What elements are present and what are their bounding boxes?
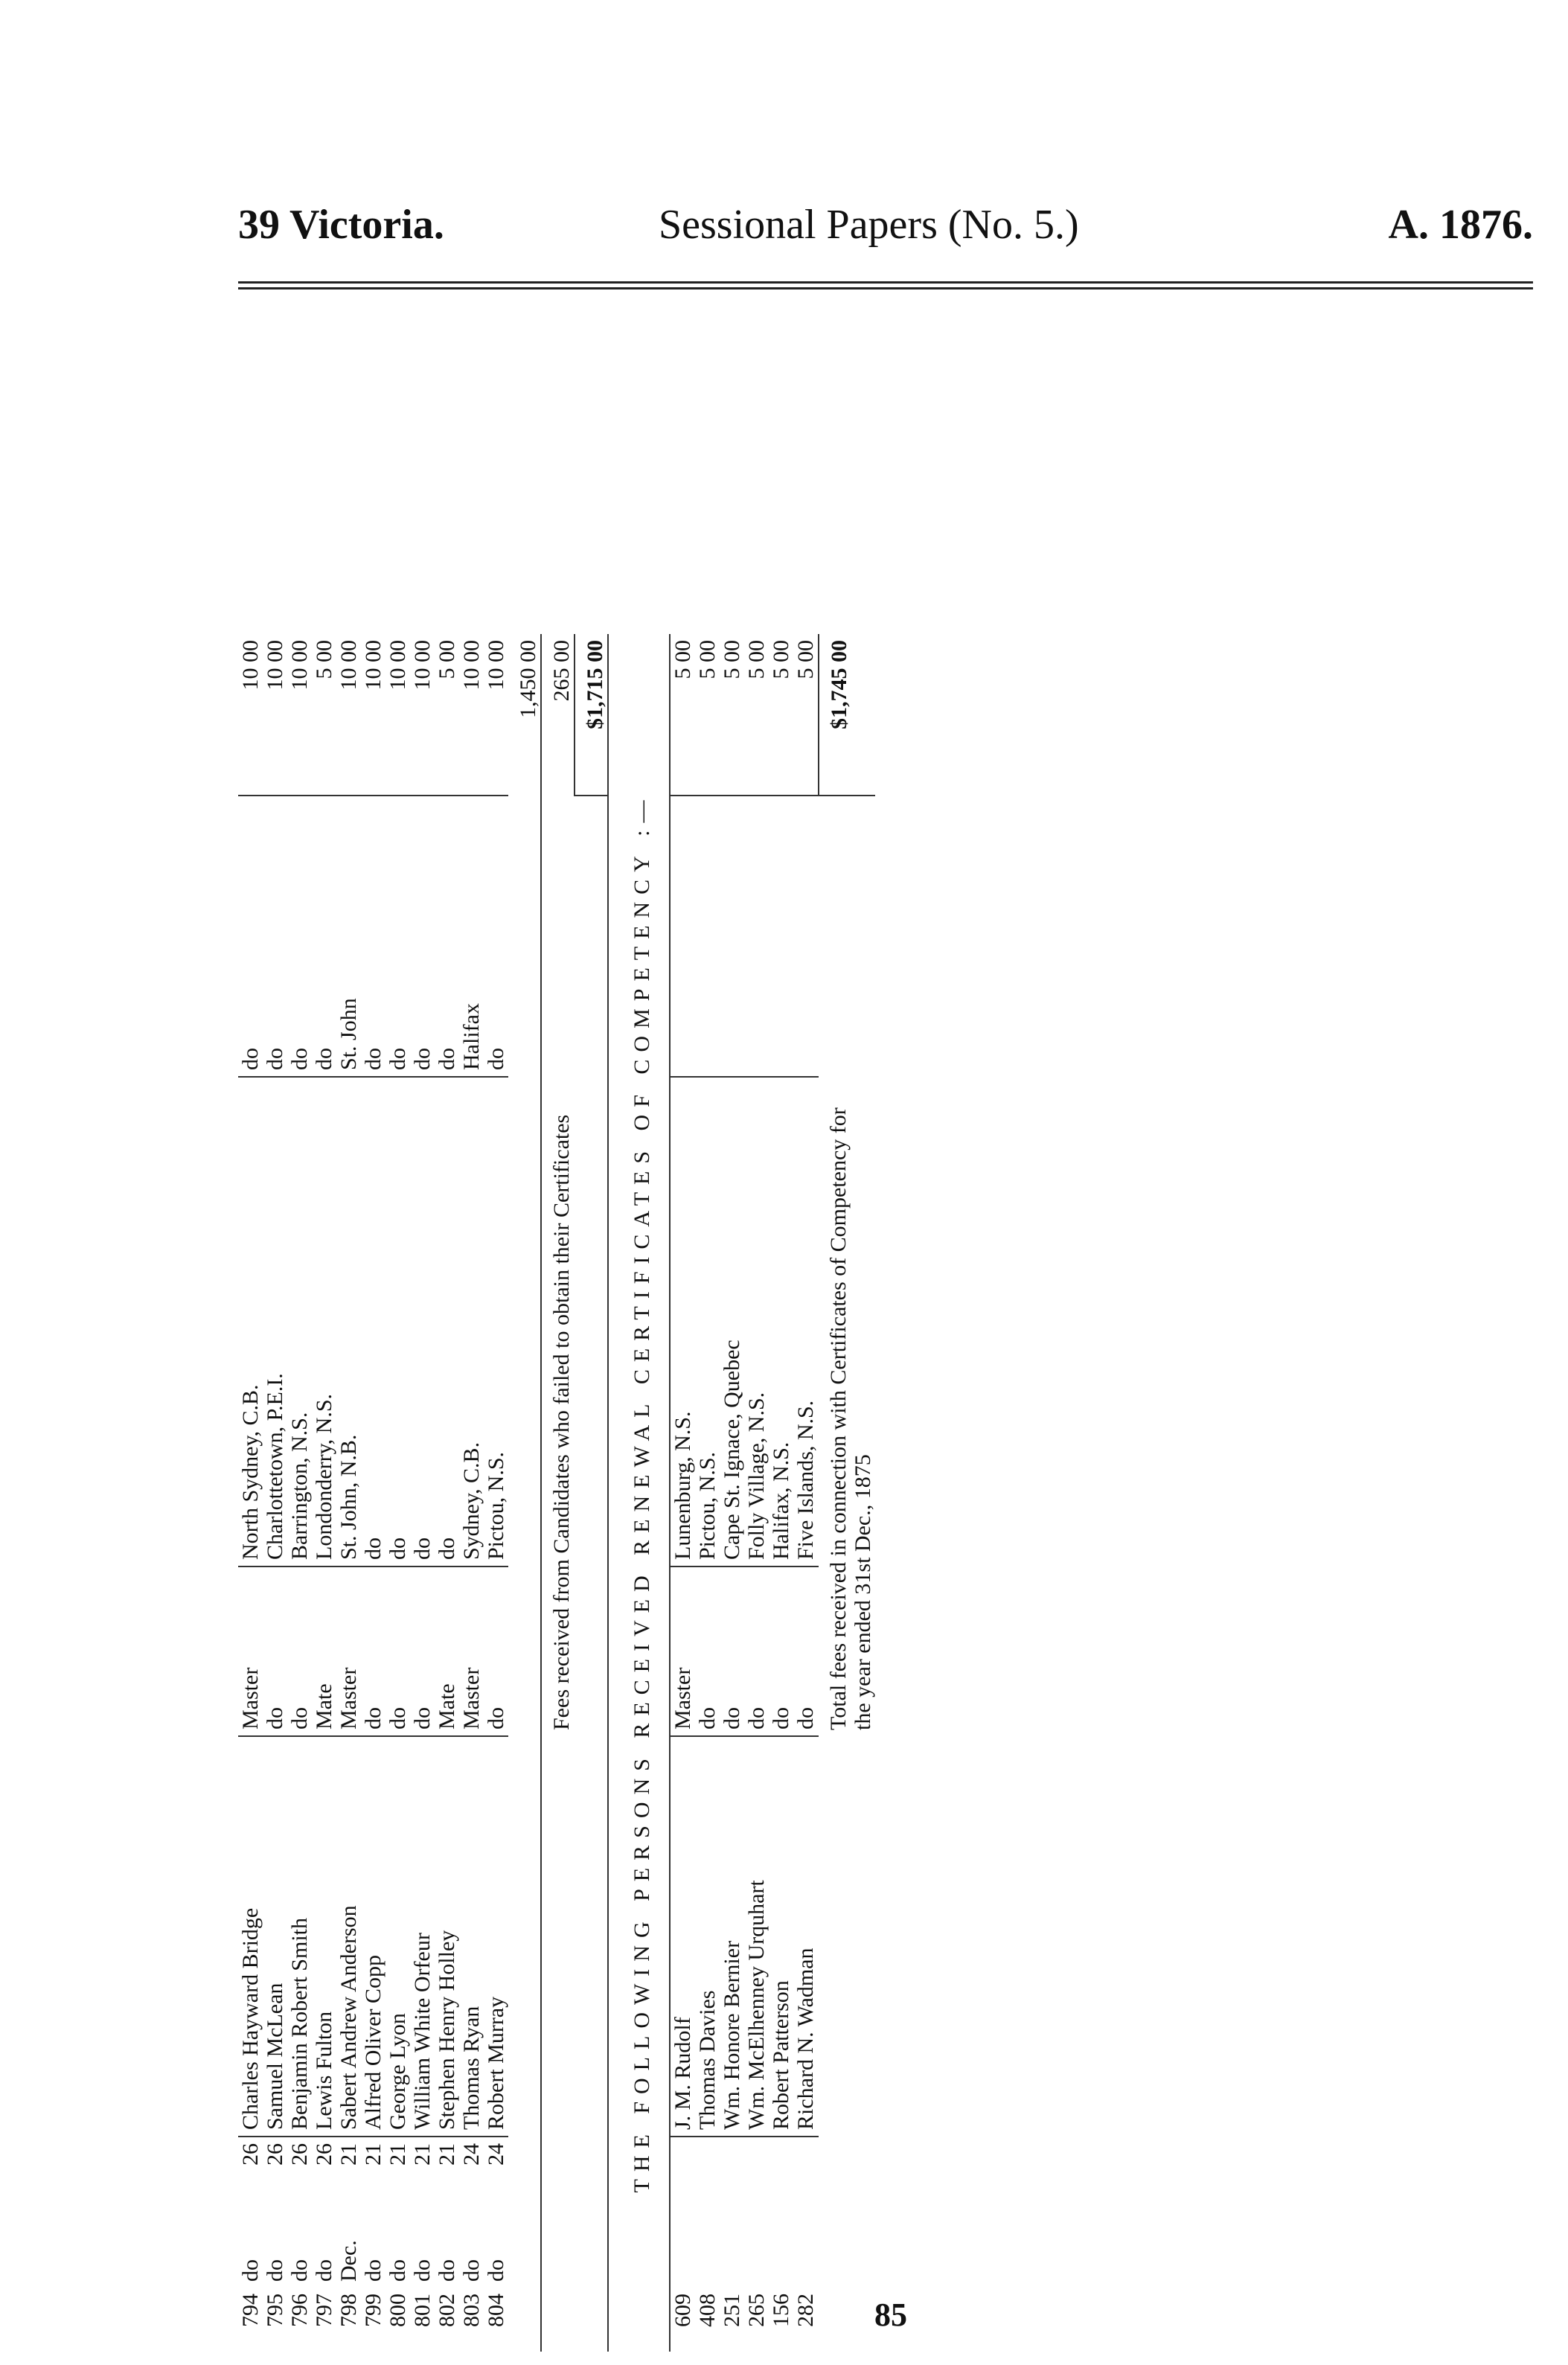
renewal-number: 408 [695, 2294, 720, 2327]
renewal-place: Lunenburg, N.S. [670, 1077, 695, 1566]
renewal-name: Richard N. Wadman [793, 1736, 819, 2137]
cert-fee: 10 00 [484, 640, 508, 691]
renewal-place: Five Islands, N.S. [793, 1077, 819, 1566]
renewal-month [793, 2194, 819, 2288]
renewal-place: Folly Village, N.S. [744, 1077, 769, 1566]
renewal-month [744, 2194, 769, 2288]
cert-month: do [287, 2259, 312, 2282]
cert-day: 21 [336, 2137, 361, 2194]
cert-grade: Mate [435, 1566, 459, 1736]
cert-grade: do [484, 1566, 508, 1736]
renewal-day [695, 2137, 720, 2194]
cert-number: 800 [385, 2294, 410, 2327]
cert-port: Halifax [459, 796, 484, 1077]
failed-row [541, 634, 575, 2352]
cert-grade: do [361, 1566, 385, 1736]
renewal-port [720, 796, 744, 1077]
cert-number: 796 [287, 2294, 312, 2327]
renewal-port [793, 796, 819, 1077]
final-body [819, 634, 875, 2352]
renewal-port [670, 796, 695, 1077]
renewal-grade: do [720, 1566, 744, 1736]
renewal-name: J. M. Rudolf [670, 1736, 695, 2137]
page-header [238, 201, 1533, 260]
cert-month: do [410, 2259, 435, 2282]
cert-day: 21 [435, 2137, 459, 2194]
cert-fee: 5 00 [435, 640, 459, 679]
cert-grade: Master [336, 1566, 361, 1736]
renewal-place: Halifax, N.S. [769, 1077, 793, 1566]
cert-place: Pictou, N.S. [484, 1077, 508, 1566]
cert-port: do [361, 796, 385, 1077]
cert-day: 24 [459, 2137, 484, 2194]
renewal-day [670, 2137, 695, 2194]
cert-number: 801 [410, 2294, 435, 2327]
renewal-row [769, 634, 793, 2352]
cert-name: Thomas Ryan [459, 1736, 484, 2137]
cert-place: do [385, 1077, 410, 1566]
cert-place: do [361, 1077, 385, 1566]
rotated-table-block [238, 283, 1131, 2352]
cert-grade: do [287, 1566, 312, 1736]
cert-number: 795 [263, 2294, 287, 2327]
cert-day: 26 [287, 2137, 312, 2194]
table-row [484, 634, 508, 2352]
cert-port: do [287, 796, 312, 1077]
renewal-grade: do [744, 1566, 769, 1736]
table-row [435, 634, 459, 2352]
renewal-day [720, 2137, 744, 2194]
renewal-port [744, 796, 769, 1077]
renewal-row [720, 634, 744, 2352]
cert-grade: do [263, 1566, 287, 1736]
total-text: Total fees received in connection with Certificates of Competency for the year ended 31st Dec., 1875 [826, 1107, 875, 1730]
renewal-place: Pictou, N.S. [695, 1077, 720, 1566]
renewal-number: 282 [793, 2294, 818, 2327]
renewals-body [670, 634, 819, 2352]
cert-place: Charlottetown, P.E.I. [263, 1077, 287, 1566]
cert-port: do [410, 796, 435, 1077]
cert-day: 24 [484, 2137, 508, 2194]
cert-number: 797 [312, 2294, 336, 2327]
cert-fee: 10 00 [336, 640, 361, 691]
cert-grade: do [410, 1566, 435, 1736]
renewal-name: Wm. McElhenney Urquhart [744, 1736, 769, 2137]
cert-month: do [435, 2259, 459, 2282]
cert-place: North Sydney, C.B. [238, 1077, 263, 1566]
cert-grade: Master [238, 1566, 263, 1736]
renewal-fee: 5 00 [744, 640, 769, 679]
cert-number: 799 [361, 2294, 385, 2327]
cert-grade: Master [459, 1566, 484, 1736]
cert-port: do [263, 796, 287, 1077]
cert-place: Sydney, C.B. [459, 1077, 484, 1566]
renewal-fee: 5 00 [695, 640, 720, 679]
renewal-month [670, 2194, 695, 2288]
cert-place: Barrington, N.S. [287, 1077, 312, 1566]
renewal-month [695, 2194, 720, 2288]
renewal-name: Wm. Honore Bernier [720, 1736, 744, 2137]
cert-port: do [435, 796, 459, 1077]
table-row [312, 634, 336, 2352]
cert-fee: 10 00 [459, 640, 484, 691]
renewal-fee: 5 00 [769, 640, 793, 679]
subtotal-fee: 1,450 00 [508, 634, 541, 796]
cert-port: do [312, 796, 336, 1077]
cert-day: 26 [238, 2137, 263, 2194]
cert-name: Sabert Andrew Anderson [336, 1736, 361, 2137]
cert-number: 803 [459, 2294, 484, 2327]
cert-fee: 10 00 [263, 640, 287, 691]
cert-number: 798 [336, 2294, 361, 2327]
renewal-grade: do [695, 1566, 720, 1736]
renewal-number: 156 [769, 2294, 793, 2327]
cert-fee: 10 00 [238, 640, 263, 691]
page-number: 85 [874, 2297, 907, 2333]
subtotal-row [508, 634, 541, 2352]
cert-fee: 5 00 [312, 640, 336, 679]
renewal-month [769, 2194, 793, 2288]
renewal-port [769, 796, 793, 1077]
cert-day: 21 [385, 2137, 410, 2194]
renewal-day [793, 2137, 819, 2194]
cert-month: do [385, 2259, 410, 2282]
cert-number: 794 [238, 2294, 263, 2327]
cert-month: Dec. [336, 2240, 361, 2282]
renewal-name: Robert Patterson [769, 1736, 793, 2137]
renewal-number: 265 [744, 2294, 769, 2327]
cert-day: 21 [361, 2137, 385, 2194]
header-session: 39 Victoria. [238, 202, 444, 248]
renewal-fee: 5 00 [671, 640, 695, 679]
renewal-fee: 5 00 [793, 640, 818, 679]
cert-fee: 10 00 [287, 640, 312, 691]
cert-number: 802 [435, 2294, 459, 2327]
renewal-grade: do [769, 1566, 793, 1736]
cert-month: do [484, 2259, 508, 2282]
cert-fee: 10 00 [385, 640, 410, 691]
table-row [287, 634, 312, 2352]
cert-port: do [484, 796, 508, 1077]
table-row [263, 634, 287, 2352]
renewal-day [744, 2137, 769, 2194]
renewal-row [695, 634, 720, 2352]
cert-port: do [385, 796, 410, 1077]
cert-name: Stephen Henry Holley [435, 1736, 459, 2137]
section-title-row [608, 634, 670, 2352]
cert-month: do [361, 2259, 385, 2282]
table-row [459, 634, 484, 2352]
total1-fee: $1,715 00 [575, 634, 608, 796]
cert-name: Lewis Fulton [312, 1736, 336, 2137]
table-row [410, 634, 435, 2352]
renewal-number: 251 [720, 2294, 744, 2327]
renewal-row [670, 634, 695, 2352]
cert-grade: do [385, 1566, 410, 1736]
renewal-place: Cape St. Ignace, Quebec [720, 1077, 744, 1566]
total2-fee: $1,745 00 [819, 634, 875, 796]
total1-row [575, 634, 608, 2352]
cert-month: do [459, 2259, 484, 2282]
cert-day: 26 [263, 2137, 287, 2194]
table-row [336, 634, 361, 2352]
certificates-body [238, 634, 508, 2352]
cert-place: St. John, N.B. [336, 1077, 361, 1566]
renewal-row [744, 634, 769, 2352]
renewal-port [695, 796, 720, 1077]
cert-fee: 10 00 [361, 640, 385, 691]
cert-place: do [410, 1077, 435, 1566]
renewal-grade: Master [670, 1566, 695, 1736]
cert-day: 26 [312, 2137, 336, 2194]
cert-port: do [238, 796, 263, 1077]
cert-grade: Mate [312, 1566, 336, 1736]
renewal-day [769, 2137, 793, 2194]
renewal-row [793, 634, 819, 2352]
renewal-number: 609 [671, 2294, 695, 2327]
cert-day: 21 [410, 2137, 435, 2194]
header-year: A. 1876. [1388, 202, 1533, 248]
renewal-name: Thomas Davies [695, 1736, 720, 2137]
failed-text: Fees received from Candidates who failed to obtain their Certificates [549, 1114, 574, 1730]
cert-place: Londonderry, N.S. [312, 1077, 336, 1566]
table-row [238, 634, 263, 2352]
header-title: Sessional Papers (No. 5.) [659, 202, 1079, 248]
cert-month: do [263, 2259, 287, 2282]
cert-month: do [238, 2259, 263, 2282]
cert-fee: 10 00 [410, 640, 435, 691]
renewal-grade: do [793, 1566, 819, 1736]
cert-name: Robert Murray [484, 1736, 508, 2137]
certificates-table [238, 634, 875, 2352]
cert-name: William White Orfeur [410, 1736, 435, 2137]
cert-port: St. John [336, 796, 361, 1077]
failed-fee: 265 00 [549, 640, 574, 702]
cert-name: George Lyon [385, 1736, 410, 2137]
cert-name: Charles Hayward Bridge [238, 1736, 263, 2137]
cert-name: Samuel McLean [263, 1736, 287, 2137]
cert-name: Benjamin Robert Smith [287, 1736, 312, 2137]
cert-place: do [435, 1077, 459, 1566]
table-row [361, 634, 385, 2352]
summary-body [508, 634, 670, 2352]
cert-month: do [312, 2259, 336, 2282]
table-row [385, 634, 410, 2352]
renewal-fee: 5 00 [720, 640, 744, 679]
total2-row [819, 634, 875, 2352]
section-title: THE FOLLOWING PERSONS RECEIVED RENEWAL CERTIFICATES OF COMPETENCY :— [608, 634, 670, 2352]
cert-number: 804 [484, 2294, 508, 2327]
renewal-month [720, 2194, 744, 2288]
cert-name: Alfred Oliver Copp [361, 1736, 385, 2137]
